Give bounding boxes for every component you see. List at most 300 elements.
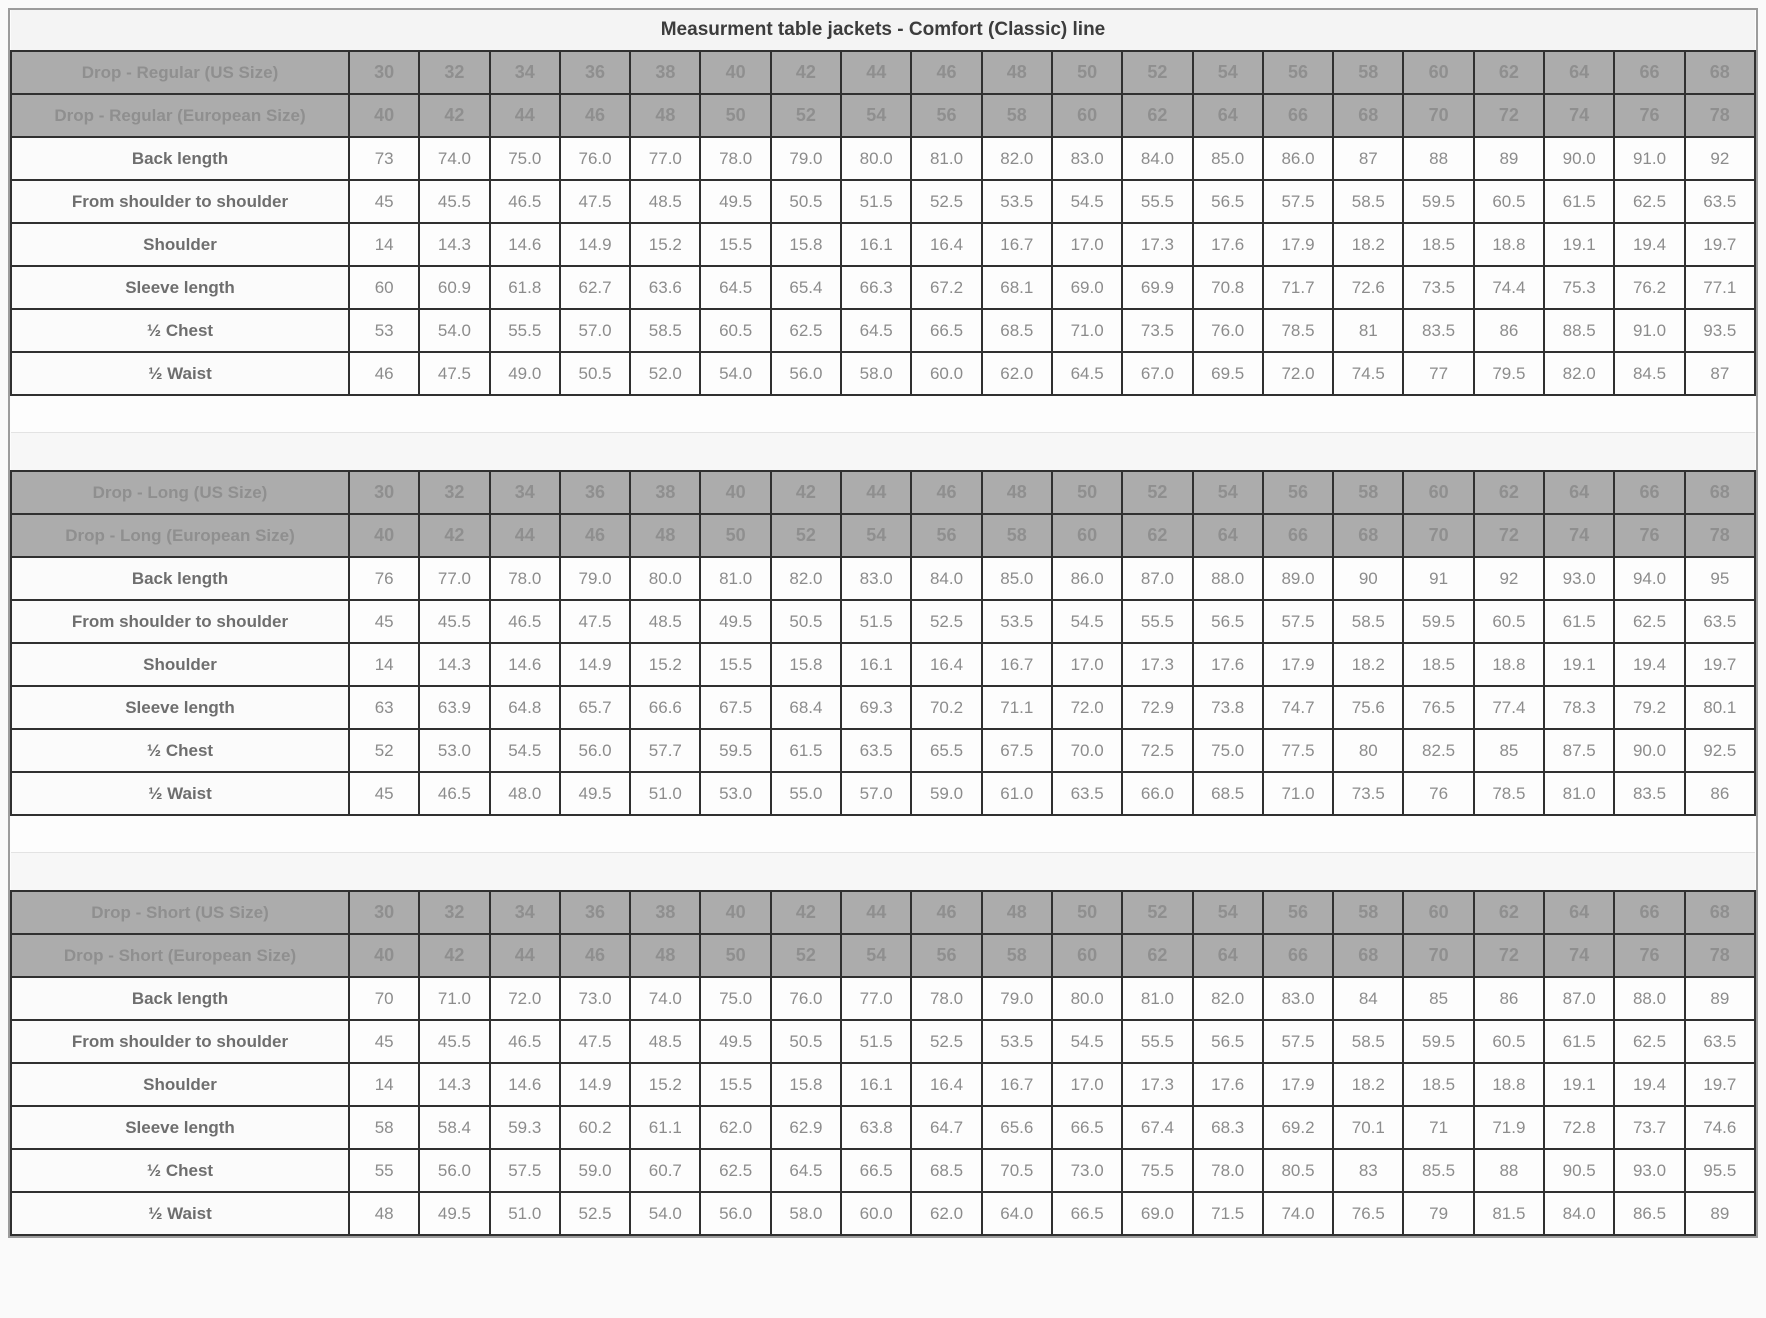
measurement-value-cell: 56.0 <box>771 352 841 395</box>
measurement-value-cell: 74.7 <box>1263 686 1333 729</box>
us-size-cell: 56 <box>1263 891 1333 934</box>
measurement-value-cell: 83.0 <box>1052 137 1122 180</box>
measurement-value-cell: 47.5 <box>560 1020 630 1063</box>
measurement-value-cell: 74.5 <box>1333 352 1403 395</box>
measurement-value-cell: 78.0 <box>1193 1149 1263 1192</box>
eu-size-cell: 40 <box>349 94 419 137</box>
measurement-value-cell: 77.5 <box>1263 729 1333 772</box>
us-size-cell: 50 <box>1052 51 1122 94</box>
measurement-value-cell: 49.5 <box>700 1020 770 1063</box>
measurement-value-cell: 89 <box>1685 977 1755 1020</box>
measurement-value-cell: 54.0 <box>630 1192 700 1235</box>
measurement-value-cell: 74.0 <box>419 137 489 180</box>
measurement-value-cell: 56.0 <box>560 729 630 772</box>
measurement-value-cell: 55.5 <box>1122 1020 1192 1063</box>
measurement-value-cell: 63.9 <box>419 686 489 729</box>
size-header-eu-label: Drop - Regular (European Size) <box>11 94 349 137</box>
measurement-value-cell: 18.5 <box>1403 643 1473 686</box>
measurement-value-cell: 88.5 <box>1544 309 1614 352</box>
eu-size-cell: 56 <box>911 934 981 977</box>
measurement-value-cell: 14 <box>349 223 419 266</box>
measurement-value-cell: 79.0 <box>560 557 630 600</box>
measurement-value-cell: 48 <box>349 1192 419 1235</box>
eu-size-cell: 44 <box>490 934 560 977</box>
measurement-value-cell: 18.5 <box>1403 223 1473 266</box>
us-size-cell: 64 <box>1544 51 1614 94</box>
us-size-cell: 46 <box>911 891 981 934</box>
measurement-value-cell: 78.0 <box>700 137 770 180</box>
us-size-cell: 54 <box>1193 51 1263 94</box>
measurement-value-cell: 46.5 <box>490 600 560 643</box>
measurement-value-cell: 77.0 <box>630 137 700 180</box>
eu-size-cell: 42 <box>419 94 489 137</box>
measurement-value-cell: 69.5 <box>1193 352 1263 395</box>
measurement-value-cell: 64.5 <box>841 309 911 352</box>
us-size-cell: 42 <box>771 891 841 934</box>
eu-size-cell: 42 <box>419 514 489 557</box>
measurement-value-cell: 14.6 <box>490 223 560 266</box>
measurement-value-cell: 60.7 <box>630 1149 700 1192</box>
measurement-value-cell: 47.5 <box>560 600 630 643</box>
measurement-value-cell: 69.2 <box>1263 1106 1333 1149</box>
measurement-value-cell: 61.8 <box>490 266 560 309</box>
measurement-value-cell: 18.2 <box>1333 643 1403 686</box>
eu-size-cell: 48 <box>630 94 700 137</box>
measurement-value-cell: 67.5 <box>982 729 1052 772</box>
measurement-value-cell: 69.9 <box>1122 266 1192 309</box>
measurement-value-cell: 54.0 <box>700 352 770 395</box>
measurement-value-cell: 56.5 <box>1193 180 1263 223</box>
eu-size-cell: 66 <box>1263 94 1333 137</box>
measurement-value-cell: 79.2 <box>1614 686 1684 729</box>
measurement-value-cell: 58.4 <box>419 1106 489 1149</box>
measurement-value-cell: 49.5 <box>419 1192 489 1235</box>
measurement-row-label: Sleeve length <box>11 686 349 729</box>
us-size-cell: 42 <box>771 471 841 514</box>
measurement-value-cell: 58.5 <box>1333 180 1403 223</box>
measurement-value-cell: 69.0 <box>1052 266 1122 309</box>
measurement-value-cell: 72.9 <box>1122 686 1192 729</box>
measurement-value-cell: 17.9 <box>1263 223 1333 266</box>
measurement-value-cell: 16.7 <box>982 643 1052 686</box>
measurement-value-cell: 75.3 <box>1544 266 1614 309</box>
measurement-value-cell: 63 <box>349 686 419 729</box>
measurement-value-cell: 48.0 <box>490 772 560 815</box>
eu-size-cell: 56 <box>911 94 981 137</box>
measurement-value-cell: 93.0 <box>1614 1149 1684 1192</box>
measurement-value-cell: 65.4 <box>771 266 841 309</box>
eu-size-cell: 72 <box>1474 934 1544 977</box>
measurement-value-cell: 19.1 <box>1544 643 1614 686</box>
measurement-value-cell: 83.0 <box>841 557 911 600</box>
eu-size-cell: 46 <box>560 514 630 557</box>
measurement-value-cell: 63.8 <box>841 1106 911 1149</box>
eu-size-cell: 76 <box>1614 934 1684 977</box>
measurement-value-cell: 75.6 <box>1333 686 1403 729</box>
measurement-value-cell: 64.8 <box>490 686 560 729</box>
us-size-cell: 32 <box>419 51 489 94</box>
measurement-value-cell: 88.0 <box>1193 557 1263 600</box>
table-title: Measurment table jackets - Comfort (Classic) line <box>11 10 1755 51</box>
measurement-value-cell: 87 <box>1333 137 1403 180</box>
measurement-value-cell: 46.5 <box>419 772 489 815</box>
measurement-value-cell: 94.0 <box>1614 557 1684 600</box>
measurement-value-cell: 49.5 <box>560 772 630 815</box>
measurement-value-cell: 90.0 <box>1614 729 1684 772</box>
measurement-value-cell: 59.0 <box>560 1149 630 1192</box>
measurement-value-cell: 66.0 <box>1122 772 1192 815</box>
measurement-value-cell: 71.0 <box>1052 309 1122 352</box>
us-size-cell: 52 <box>1122 51 1192 94</box>
us-size-cell: 58 <box>1333 51 1403 94</box>
measurement-value-cell: 57.0 <box>560 309 630 352</box>
measurement-value-cell: 92 <box>1474 557 1544 600</box>
measurement-value-cell: 92 <box>1685 137 1755 180</box>
measurement-row-label: ½ Chest <box>11 729 349 772</box>
us-size-cell: 62 <box>1474 891 1544 934</box>
measurement-value-cell: 80.1 <box>1685 686 1755 729</box>
eu-size-cell: 48 <box>630 514 700 557</box>
measurement-value-cell: 19.1 <box>1544 223 1614 266</box>
eu-size-cell: 64 <box>1193 94 1263 137</box>
measurement-value-cell: 46.5 <box>490 180 560 223</box>
measurement-value-cell: 73.8 <box>1193 686 1263 729</box>
measurement-value-cell: 87.0 <box>1544 977 1614 1020</box>
measurement-value-cell: 45.5 <box>419 1020 489 1063</box>
measurement-value-cell: 76.0 <box>771 977 841 1020</box>
measurement-value-cell: 59.5 <box>700 729 770 772</box>
measurement-value-cell: 73.5 <box>1333 772 1403 815</box>
measurement-value-cell: 52.5 <box>560 1192 630 1235</box>
measurement-value-cell: 72.5 <box>1122 729 1192 772</box>
eu-size-cell: 44 <box>490 94 560 137</box>
us-size-cell: 40 <box>700 51 770 94</box>
measurement-value-cell: 45 <box>349 600 419 643</box>
measurement-value-cell: 49.0 <box>490 352 560 395</box>
measurement-value-cell: 71.0 <box>1263 772 1333 815</box>
measurement-value-cell: 55.5 <box>1122 180 1192 223</box>
measurement-value-cell: 74.0 <box>1263 1192 1333 1235</box>
measurement-value-cell: 15.5 <box>700 1063 770 1106</box>
section-gap-upper <box>11 395 1755 433</box>
measurement-value-cell: 89.0 <box>1263 557 1333 600</box>
measurement-value-cell: 62.5 <box>1614 180 1684 223</box>
measurement-value-cell: 16.4 <box>911 223 981 266</box>
measurement-value-cell: 68.1 <box>982 266 1052 309</box>
measurement-value-cell: 57.0 <box>841 772 911 815</box>
us-size-cell: 38 <box>630 51 700 94</box>
measurement-value-cell: 62.5 <box>771 309 841 352</box>
size-header-us-label: Drop - Regular (US Size) <box>11 51 349 94</box>
measurement-value-cell: 70.2 <box>911 686 981 729</box>
measurement-value-cell: 54.0 <box>419 309 489 352</box>
measurement-value-cell: 95 <box>1685 557 1755 600</box>
us-size-cell: 58 <box>1333 891 1403 934</box>
measurement-value-cell: 77.1 <box>1685 266 1755 309</box>
us-size-cell: 54 <box>1193 891 1263 934</box>
measurement-value-cell: 73.0 <box>1052 1149 1122 1192</box>
measurement-value-cell: 72.0 <box>1263 352 1333 395</box>
measurement-value-cell: 75.5 <box>1122 1149 1192 1192</box>
measurement-value-cell: 65.6 <box>982 1106 1052 1149</box>
measurement-value-cell: 66.5 <box>841 1149 911 1192</box>
us-size-cell: 68 <box>1685 891 1755 934</box>
eu-size-cell: 54 <box>841 934 911 977</box>
measurement-value-cell: 57.5 <box>1263 1020 1333 1063</box>
eu-size-cell: 76 <box>1614 94 1684 137</box>
measurement-value-cell: 71.5 <box>1193 1192 1263 1235</box>
us-size-cell: 64 <box>1544 891 1614 934</box>
measurement-value-cell: 90 <box>1333 557 1403 600</box>
us-size-cell: 60 <box>1403 471 1473 514</box>
measurement-value-cell: 60 <box>349 266 419 309</box>
measurement-value-cell: 51.5 <box>841 600 911 643</box>
measurement-value-cell: 86 <box>1685 772 1755 815</box>
eu-size-cell: 74 <box>1544 514 1614 557</box>
measurement-value-cell: 67.0 <box>1122 352 1192 395</box>
measurement-value-cell: 73 <box>349 137 419 180</box>
us-size-cell: 60 <box>1403 51 1473 94</box>
measurement-table-frame <box>8 8 1758 1238</box>
us-size-cell: 34 <box>490 51 560 94</box>
measurement-value-cell: 47.5 <box>419 352 489 395</box>
measurement-value-cell: 71.1 <box>982 686 1052 729</box>
measurement-value-cell: 72.0 <box>490 977 560 1020</box>
measurement-value-cell: 52.0 <box>630 352 700 395</box>
measurement-value-cell: 18.8 <box>1474 223 1544 266</box>
measurement-value-cell: 17.3 <box>1122 1063 1192 1106</box>
measurement-value-cell: 69.3 <box>841 686 911 729</box>
measurement-value-cell: 85 <box>1403 977 1473 1020</box>
measurement-value-cell: 15.5 <box>700 223 770 266</box>
measurement-value-cell: 60.5 <box>1474 180 1544 223</box>
measurement-value-cell: 66.5 <box>911 309 981 352</box>
eu-size-cell: 66 <box>1263 934 1333 977</box>
eu-size-cell: 58 <box>982 94 1052 137</box>
measurement-value-cell: 53.0 <box>700 772 770 815</box>
measurement-value-cell: 84.0 <box>1122 137 1192 180</box>
measurement-value-cell: 51.5 <box>841 180 911 223</box>
eu-size-cell: 70 <box>1403 94 1473 137</box>
measurement-value-cell: 50.5 <box>560 352 630 395</box>
measurement-value-cell: 57.5 <box>1263 180 1333 223</box>
measurement-value-cell: 45 <box>349 772 419 815</box>
measurement-row-label: ½ Waist <box>11 772 349 815</box>
us-size-cell: 30 <box>349 891 419 934</box>
eu-size-cell: 76 <box>1614 514 1684 557</box>
measurement-value-cell: 19.7 <box>1685 223 1755 266</box>
us-size-cell: 36 <box>560 51 630 94</box>
measurement-value-cell: 62.0 <box>982 352 1052 395</box>
measurement-value-cell: 62.0 <box>911 1192 981 1235</box>
measurement-value-cell: 90.0 <box>1544 137 1614 180</box>
size-header-eu-label: Drop - Long (European Size) <box>11 514 349 557</box>
measurement-value-cell: 64.7 <box>911 1106 981 1149</box>
measurement-value-cell: 86 <box>1474 309 1544 352</box>
measurement-value-cell: 78.0 <box>911 977 981 1020</box>
measurement-row-label: ½ Chest <box>11 309 349 352</box>
measurement-value-cell: 54.5 <box>1052 600 1122 643</box>
eu-size-cell: 40 <box>349 514 419 557</box>
measurement-row-label: Sleeve length <box>11 1106 349 1149</box>
measurement-value-cell: 57.5 <box>1263 600 1333 643</box>
measurement-value-cell: 49.5 <box>700 600 770 643</box>
measurement-value-cell: 72.6 <box>1333 266 1403 309</box>
measurement-value-cell: 70.5 <box>982 1149 1052 1192</box>
measurement-row-label: From shoulder to shoulder <box>11 180 349 223</box>
us-size-cell: 32 <box>419 891 489 934</box>
us-size-cell: 30 <box>349 51 419 94</box>
us-size-cell: 34 <box>490 471 560 514</box>
us-size-cell: 68 <box>1685 471 1755 514</box>
measurement-value-cell: 77 <box>1403 352 1473 395</box>
measurement-value-cell: 85.5 <box>1403 1149 1473 1192</box>
eu-size-cell: 68 <box>1333 514 1403 557</box>
measurement-value-cell: 79.0 <box>771 137 841 180</box>
measurement-value-cell: 81.0 <box>1544 772 1614 815</box>
measurement-value-cell: 77.4 <box>1474 686 1544 729</box>
measurement-value-cell: 68.5 <box>1193 772 1263 815</box>
measurement-value-cell: 75.0 <box>490 137 560 180</box>
measurement-value-cell: 19.7 <box>1685 1063 1755 1106</box>
eu-size-cell: 52 <box>771 514 841 557</box>
measurement-value-cell: 70 <box>349 977 419 1020</box>
measurement-value-cell: 63.5 <box>1685 600 1755 643</box>
measurement-row-label: Shoulder <box>11 223 349 266</box>
measurement-row-label: From shoulder to shoulder <box>11 600 349 643</box>
measurement-value-cell: 53.0 <box>419 729 489 772</box>
measurement-value-cell: 65.5 <box>911 729 981 772</box>
eu-size-cell: 72 <box>1474 94 1544 137</box>
measurement-value-cell: 61.0 <box>982 772 1052 815</box>
eu-size-cell: 78 <box>1685 94 1755 137</box>
measurement-value-cell: 88 <box>1403 137 1473 180</box>
eu-size-cell: 44 <box>490 514 560 557</box>
measurement-value-cell: 62.9 <box>771 1106 841 1149</box>
measurement-value-cell: 54.5 <box>1052 180 1122 223</box>
measurement-value-cell: 86 <box>1474 977 1544 1020</box>
us-size-cell: 36 <box>560 471 630 514</box>
measurement-value-cell: 14 <box>349 643 419 686</box>
measurement-value-cell: 14.3 <box>419 223 489 266</box>
measurement-value-cell: 88.0 <box>1614 977 1684 1020</box>
measurement-value-cell: 66.3 <box>841 266 911 309</box>
us-size-cell: 38 <box>630 891 700 934</box>
measurement-value-cell: 53.5 <box>982 600 1052 643</box>
measurement-value-cell: 66.5 <box>1052 1192 1122 1235</box>
measurement-value-cell: 63.5 <box>1685 180 1755 223</box>
measurement-row-label: Sleeve length <box>11 266 349 309</box>
eu-size-cell: 78 <box>1685 514 1755 557</box>
us-size-cell: 66 <box>1614 471 1684 514</box>
eu-size-cell: 72 <box>1474 514 1544 557</box>
measurement-value-cell: 15.8 <box>771 643 841 686</box>
measurement-value-cell: 62.7 <box>560 266 630 309</box>
eu-size-cell: 64 <box>1193 934 1263 977</box>
measurement-value-cell: 16.1 <box>841 223 911 266</box>
measurement-value-cell: 17.6 <box>1193 1063 1263 1106</box>
measurement-value-cell: 74.0 <box>630 977 700 1020</box>
measurement-value-cell: 61.5 <box>1544 600 1614 643</box>
us-size-cell: 62 <box>1474 471 1544 514</box>
eu-size-cell: 68 <box>1333 934 1403 977</box>
us-size-cell: 68 <box>1685 51 1755 94</box>
measurement-value-cell: 54.5 <box>1052 1020 1122 1063</box>
measurement-value-cell: 81.0 <box>700 557 770 600</box>
measurement-value-cell: 51.0 <box>490 1192 560 1235</box>
measurement-value-cell: 69.0 <box>1122 1192 1192 1235</box>
measurement-value-cell: 60.5 <box>1474 1020 1544 1063</box>
eu-size-cell: 70 <box>1403 934 1473 977</box>
measurement-value-cell: 19.7 <box>1685 643 1755 686</box>
measurement-value-cell: 84.5 <box>1614 352 1684 395</box>
measurement-value-cell: 68.5 <box>911 1149 981 1192</box>
measurement-value-cell: 62.5 <box>700 1149 770 1192</box>
measurement-value-cell: 73.0 <box>560 977 630 1020</box>
measurement-value-cell: 45 <box>349 1020 419 1063</box>
measurement-value-cell: 82.0 <box>982 137 1052 180</box>
measurement-value-cell: 73.5 <box>1403 266 1473 309</box>
eu-size-cell: 60 <box>1052 514 1122 557</box>
eu-size-cell: 58 <box>982 514 1052 557</box>
measurement-value-cell: 86.0 <box>1052 557 1122 600</box>
us-size-cell: 50 <box>1052 891 1122 934</box>
measurement-value-cell: 14 <box>349 1063 419 1106</box>
measurement-value-cell: 68.3 <box>1193 1106 1263 1149</box>
measurement-value-cell: 17.0 <box>1052 1063 1122 1106</box>
us-size-cell: 66 <box>1614 51 1684 94</box>
measurement-value-cell: 80.0 <box>841 137 911 180</box>
measurement-value-cell: 61.5 <box>771 729 841 772</box>
measurement-value-cell: 59.5 <box>1403 1020 1473 1063</box>
measurement-value-cell: 76.0 <box>1193 309 1263 352</box>
measurement-value-cell: 16.7 <box>982 223 1052 266</box>
measurement-value-cell: 66.5 <box>1052 1106 1122 1149</box>
measurement-value-cell: 92.5 <box>1685 729 1755 772</box>
measurement-value-cell: 16.1 <box>841 1063 911 1106</box>
us-size-cell: 66 <box>1614 891 1684 934</box>
measurement-value-cell: 75.0 <box>700 977 770 1020</box>
measurement-value-cell: 64.5 <box>771 1149 841 1192</box>
measurement-value-cell: 76.5 <box>1403 686 1473 729</box>
measurement-value-cell: 86.5 <box>1614 1192 1684 1235</box>
measurement-value-cell: 71.7 <box>1263 266 1333 309</box>
eu-size-cell: 64 <box>1193 514 1263 557</box>
measurement-value-cell: 16.1 <box>841 643 911 686</box>
measurement-value-cell: 76.2 <box>1614 266 1684 309</box>
us-size-cell: 62 <box>1474 51 1544 94</box>
section-gap-upper <box>11 815 1755 853</box>
measurement-value-cell: 89 <box>1474 137 1544 180</box>
measurement-value-cell: 49.5 <box>700 180 770 223</box>
measurement-value-cell: 58.5 <box>1333 1020 1403 1063</box>
measurement-value-cell: 50.5 <box>771 1020 841 1063</box>
measurement-value-cell: 48.5 <box>630 180 700 223</box>
measurement-value-cell: 90.5 <box>1544 1149 1614 1192</box>
measurement-value-cell: 81.5 <box>1474 1192 1544 1235</box>
measurement-row-label: ½ Waist <box>11 1192 349 1235</box>
measurement-value-cell: 15.2 <box>630 1063 700 1106</box>
eu-size-cell: 42 <box>419 934 489 977</box>
measurement-value-cell: 58.5 <box>1333 600 1403 643</box>
measurement-value-cell: 48.5 <box>630 600 700 643</box>
measurement-value-cell: 60.9 <box>419 266 489 309</box>
measurement-value-cell: 56.0 <box>419 1149 489 1192</box>
measurement-value-cell: 84 <box>1333 977 1403 1020</box>
us-size-cell: 48 <box>982 891 1052 934</box>
measurement-value-cell: 80 <box>1333 729 1403 772</box>
measurement-value-cell: 14.9 <box>560 643 630 686</box>
